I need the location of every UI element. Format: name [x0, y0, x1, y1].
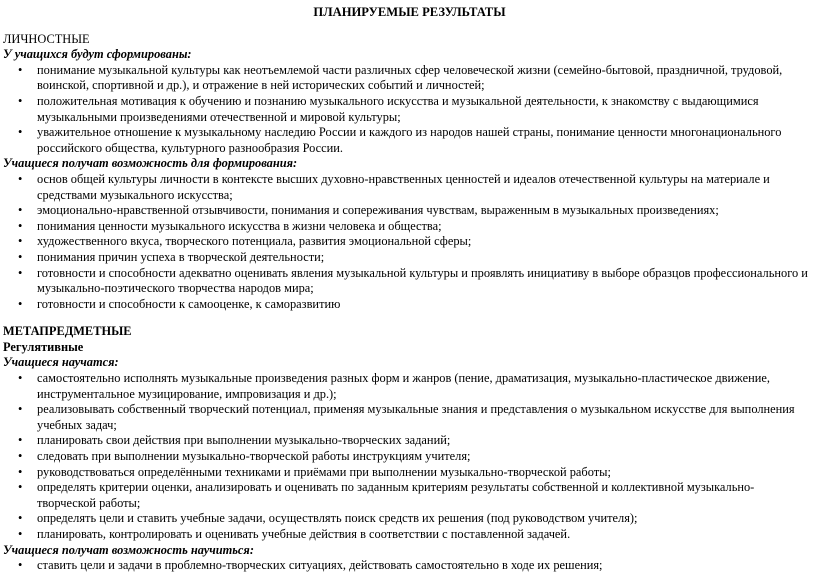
- personal-group2-title: Учащиеся получат возможность для формирования:: [3, 156, 298, 171]
- list-item: • основ общей культуры личности в контексте высших духовно-нравственных ценностей и идеалов отечественной культуры на материале и средствами музыкального искусства;: [3, 172, 816, 203]
- list-item: • самостоятельно исполнять музыкальные произведения разных форм и жанров (пение, драматизация, музыкально-пластическое движение, инструментальное музицирование, импровизация и др.);: [3, 371, 816, 402]
- list-item: • готовности и способности к самооценке, к саморазвитию: [3, 297, 816, 313]
- list-item: • руководствоваться определёнными техниками и приёмами при выполнении музыкально-творческой работы;: [3, 465, 816, 481]
- list-item: • понимания причин успеха в творческой деятельности;: [3, 250, 816, 266]
- list-item: • положительная мотивация к обучению и познанию музыкального искусства и музыкальной деятельности, к знакомству с выдающимися музыкальными произведениями отечественной и мировой культуры;: [3, 94, 816, 125]
- list-item: • следовать при выполнении музыкально-творческой работы инструкциям учителя;: [3, 449, 816, 465]
- personal-heading: ЛИЧНОСТНЫЕ: [3, 31, 90, 46]
- list-item: • уважительное отношение к музыкальному наследию России и каждого из народов нашей страны, понимание ценности многонационального российского общества, культурного разнообразия России.: [3, 125, 816, 156]
- list-item: • эмоционально-нравственной отзывчивости, понимания и сопереживания чувствам, выраженным в музыкальных произведениях;: [3, 203, 816, 219]
- meta-group1-list: [3, 371, 816, 543]
- personal-group1-list: [3, 63, 816, 157]
- personal-group2-list: [3, 172, 816, 312]
- list-item: • реализовывать собственный творческий потенциал, применяя музыкальные знания и представления о музыкальном искусстве для выполнения учебных задач;: [3, 402, 816, 433]
- page-title: ПЛАНИРУЕМЫЕ РЕЗУЛЬТАТЫ: [313, 5, 506, 19]
- meta-heading: МЕТАПРЕДМЕТНЫЕ: [3, 324, 132, 339]
- list-item: • планировать свои действия при выполнении музыкально-творческих заданий;: [3, 433, 816, 449]
- list-item: • готовности и способности адекватно оценивать явления музыкальной культуры и проявлять инициативу в выборе образцов профессионального и музыкально-поэтического творчества народов мира;: [3, 266, 816, 297]
- list-item: • ставить цели и задачи в проблемно-творческих ситуациях, действовать самостоятельно в ходе их решения;: [3, 558, 816, 574]
- meta-subheading: Регулятивные: [3, 339, 84, 354]
- list-item: • определять критерии оценки, анализировать и оценивать по заданным критериям результаты собственной и коллективной музыкально-творческой работы;: [3, 480, 816, 511]
- meta-group2-list: [3, 558, 816, 574]
- list-item: • понимания ценности музыкального искусства в жизни человека и общества;: [3, 219, 816, 235]
- meta-group1-title: Учащиеся научатся:: [3, 355, 119, 370]
- meta-group2-title: Учащиеся получат возможность научиться:: [3, 542, 254, 557]
- section-gap: [3, 312, 816, 324]
- list-item: • определять цели и ставить учебные задачи, осуществлять поиск средств их решения (под руководством учителя);: [3, 511, 816, 527]
- list-item: • художественного вкуса, творческого потенциала, развития эмоциональной сферы;: [3, 234, 816, 250]
- personal-group1-title: У учащихся будут сформированы:: [3, 47, 192, 62]
- list-item: • понимание музыкальной культуры как неотъемлемой части различных сфер человеческой жизни (семейно-бытовой, праздничной, трудовой, воинской, спортивной и др.), и отражение в ней исторических событий и личностей;: [3, 63, 816, 94]
- list-item: • планировать, контролировать и оценивать учебные действия в соответствии с поставленной задачей.: [3, 527, 816, 543]
